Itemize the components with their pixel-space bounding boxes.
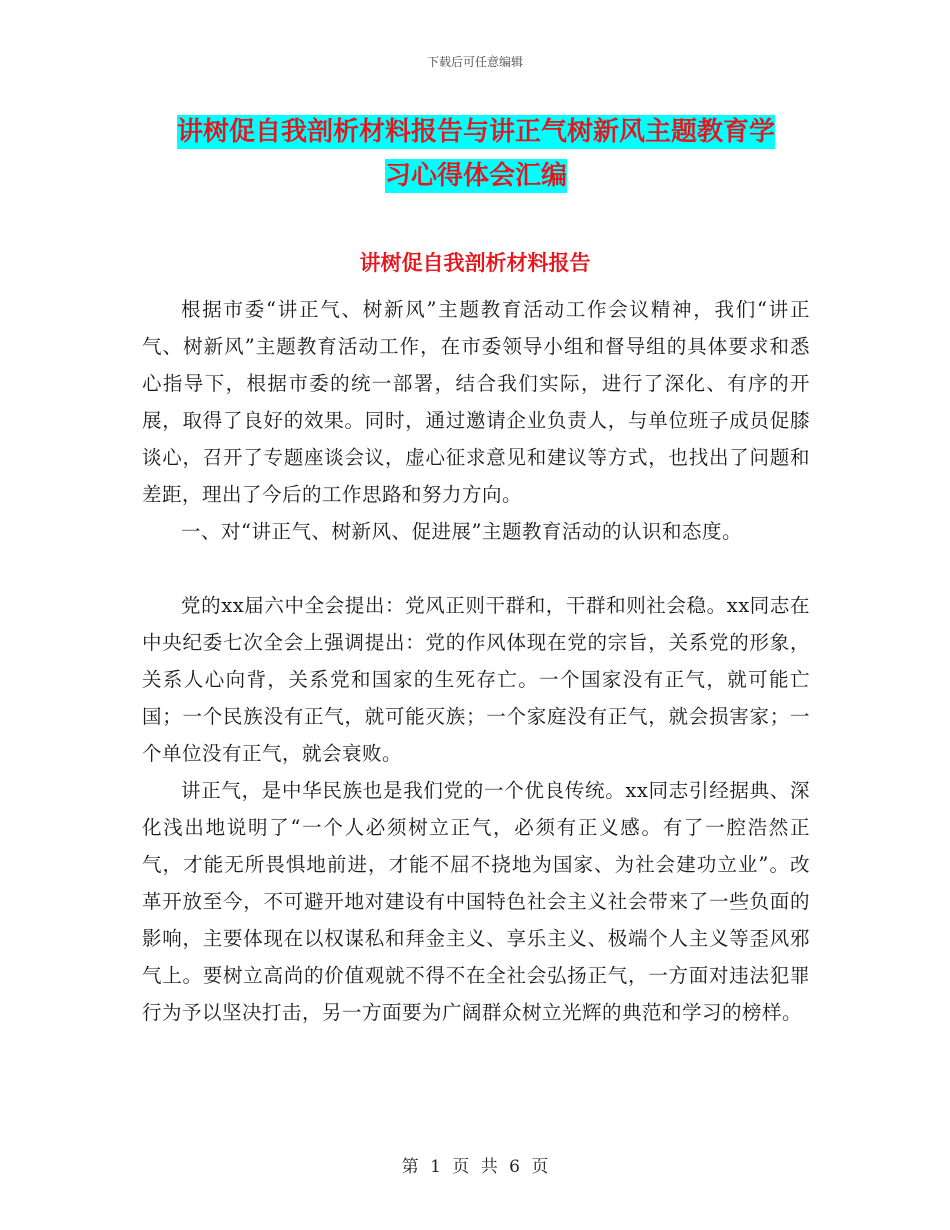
- body-text: [142, 291, 810, 1031]
- paragraph-heading-1: 一、对“讲正气、树新风、促进展”主题教育活动的认识和态度。: [181, 520, 742, 543]
- section-title: 讲树促自我剖析材料报告: [359, 251, 591, 275]
- paragraph-righteousness: 讲正气，是中华民族也是我们党的一个优良传统。xx同志引经据典、深化浅出地说明了“一个人必须树立正气，必须有正义感。有了一腔浩然正气，才能无所畏惧地前进，才能不屈不挠地为国家、为社会建功立业”。改革开放至今，不可避开地对建设有中国特色社会主义社会带来了一些负面的影响，主要体现在以权谋私和拜金主义、享乐主义、极端个人主义等歪风邪气上。要树立高尚的价值观就不得不在全社会弘扬正气，一方面对违法犯罪行为予以坚决打击，另一方面要为广阔群众树立光辉的典范和学习的榜样。: [142, 779, 810, 1024]
- document-title-line-1: 讲树促自我剖析材料报告与讲正气树新风主题教育学: [176, 117, 775, 147]
- header-note: 下载后可任意编辑: [426, 55, 523, 69]
- paragraph-intro: 根据市委“讲正气、树新风”主题教育活动工作会议精神，我们“讲正气、树新风”主题教育活动工作，在市委领导小组和督导组的具体要求和悉心指导下，根据市委的统一部署，结合我们实际，进行了深化、有序的开展，取得了良好的效果。同时，通过邀请企业负责人，与单位班子成员促膝谈心，召开了专题座谈会议，虚心征求意见和建议等方式，也找出了问题和差距，理出了今后的工作思路和努力方向。: [142, 298, 810, 506]
- paragraph-party-style: 党的xx届六中全会提出：党风正则干群和，干群和则社会稳。xx同志在中央纪委七次全会上强调提出：党的作风体现在党的宗旨，关系党的形象，关系人心向背，关系党和国家的生死存亡。一个国家没有正气，就可能亡国；一个民族没有正气，就可能灭族；一个家庭没有正气，就会损害家；一个单位没有正气，就会衰败。: [142, 594, 810, 765]
- page-footer: 第 1 页 共 6 页: [401, 1157, 549, 1177]
- document-title-line-2: 习心得体会汇编: [384, 161, 567, 191]
- document-title: [140, 110, 812, 198]
